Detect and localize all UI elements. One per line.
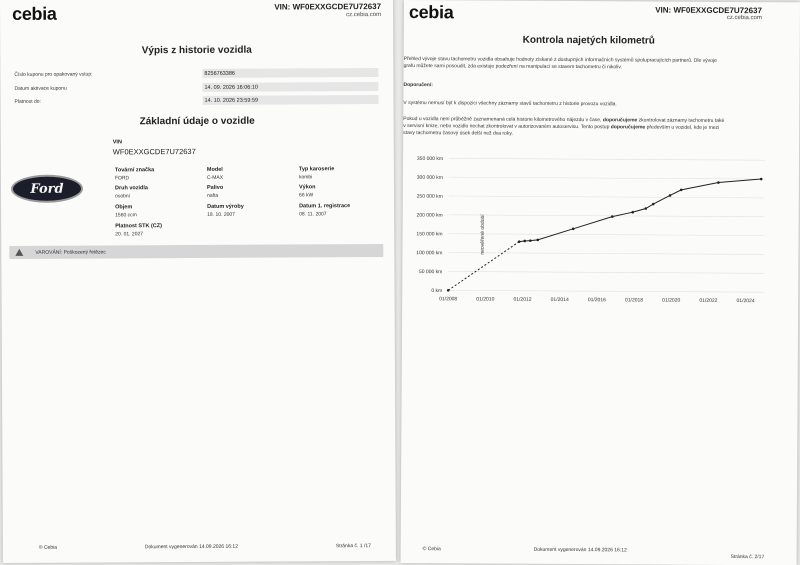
grid-line xyxy=(449,196,765,198)
first-registration-label: Datum 1. registrace xyxy=(299,203,351,210)
page-title: Výpis z historie vozidla xyxy=(141,44,252,57)
fuel-label: Palivo xyxy=(206,184,224,191)
y-tick-label: 200 000 km xyxy=(416,212,443,219)
intro-text xyxy=(404,56,764,72)
y-tick-label: 50 000 km xyxy=(418,269,443,276)
y-tick-label: 150 000 km xyxy=(416,231,443,238)
data-point xyxy=(669,194,672,197)
footer-generated: Dokument vygenerován 14.09.2026 16:12 xyxy=(144,543,239,551)
warning-banner xyxy=(9,244,383,259)
x-tick-label: 01/2014 xyxy=(550,296,569,304)
data-point xyxy=(611,215,614,218)
vin-value: WF0EXXGCDE7U72637 xyxy=(112,146,196,157)
x-tick-label: 01/2018 xyxy=(624,297,644,304)
y-tick-label: 0 km xyxy=(431,287,443,295)
data-point xyxy=(652,203,655,206)
grid-line xyxy=(448,271,764,273)
manufacture-date-value: 18. 10. 2007 xyxy=(207,211,235,218)
volume-value: 1560 ccm xyxy=(115,212,137,219)
data-point xyxy=(523,240,526,243)
intro-line-1: Přehled vývoje stavu tachometru vozidla obsahuje hodnoty získané z dostupných informačních systémů spolupracujících partnerů. Dle vývoje xyxy=(403,55,717,64)
activation-label: Datum aktivace kuponu xyxy=(14,85,67,92)
report-page-1 xyxy=(0,0,396,563)
y-tick-label: 250 000 km xyxy=(416,193,443,200)
x-tick-label: 01/2012 xyxy=(513,296,532,303)
coupon-value: 8256763386 xyxy=(204,70,235,77)
ford-logo: Ford xyxy=(11,175,83,203)
x-tick-label: 01/2022 xyxy=(699,297,718,304)
gap-annotation: neověřené období xyxy=(479,214,487,255)
grid-line xyxy=(448,290,764,292)
section-title: Základní údaje o vozidle xyxy=(139,115,255,128)
page-title: Kontrola najetých kilometrů xyxy=(522,34,655,47)
warning-icon xyxy=(15,249,23,256)
data-point xyxy=(631,211,634,214)
data-point xyxy=(644,207,647,210)
vehicle-type-label: Druh vozidla xyxy=(114,185,149,192)
odometer-line xyxy=(519,178,761,244)
x-tick-label: 01/2024 xyxy=(736,298,755,305)
data-point xyxy=(572,228,575,231)
x-tick-label: 01/2020 xyxy=(662,297,681,304)
grid-line xyxy=(449,234,765,236)
footer-generated: Dokument vygenerován 14.09.2026 16:12 xyxy=(533,546,627,554)
body-type-value: kombi xyxy=(298,174,313,181)
data-point xyxy=(447,289,450,292)
warning-text: Poškozený řetězec xyxy=(63,249,106,256)
data-point xyxy=(529,239,532,242)
coupon-label: Číslo kuponu pro opakovaný vstup: xyxy=(14,71,93,78)
stk-value: 20. 01. 2027 xyxy=(115,231,144,238)
vin-label: VIN xyxy=(112,139,122,146)
x-tick-label: 01/2010 xyxy=(476,296,495,303)
x-tick-label: 01/2016 xyxy=(587,297,606,304)
grid-line xyxy=(448,253,764,255)
first-registration-value: 08. 11. 2007 xyxy=(299,211,327,218)
odometer-chart xyxy=(402,150,783,312)
fuel-value: nafta xyxy=(207,192,219,199)
site-url: cz.cebia.com xyxy=(346,12,382,19)
data-point xyxy=(536,239,539,242)
footer-copyright: © Cebia xyxy=(422,546,441,553)
cebia-logo: cebia xyxy=(12,3,57,24)
grid-line xyxy=(449,215,765,217)
site-url: cz.cebia.com xyxy=(726,14,762,22)
y-tick-label: 100 000 km xyxy=(416,250,443,257)
vin-header: VIN: WF0EXXGCDE7U72637 xyxy=(655,5,762,16)
validity-label: Platnost do: xyxy=(14,98,41,105)
no-records-note: V systému nemusí být k dispozici všechny záznamy stavů tachometru z historie provozu vozidla. xyxy=(403,99,617,108)
model-value: C-MAX xyxy=(206,174,224,181)
intro-line-2: grafu můžete sami posoudit, zda existuje podezření na manipulaci se stavem tachometru či nikoliv. xyxy=(403,62,622,71)
advice-text: Pokud u vozidla není průběžně zaznamenaná celá historie kilometrového nájezdu v čase, doporučujeme zkontrolovat záznamy tachometru také v servisní knize, nebo vozidlo nechat zkontrolovat v autorizovaném autoservisu. Tento postup doporučujeme především u vozidel, kde je mezi stavy tachometru časový úsek delší než dva roky. xyxy=(403,115,725,137)
validity-value: 14. 10. 2026 23:59:59 xyxy=(204,97,259,104)
volume-label: Objem xyxy=(115,204,133,211)
manufacturer-value: FORD xyxy=(114,175,130,182)
report-page-2 xyxy=(401,0,800,565)
power-value: 66 kW xyxy=(299,192,314,199)
footer-copyright: © Cebia xyxy=(38,544,58,551)
manufacture-date-label: Datum výroby xyxy=(207,203,244,210)
stk-label: Platnost STK (CZ) xyxy=(115,223,162,230)
cebia-logo: cebia xyxy=(408,2,454,23)
x-tick-label: 01/2008 xyxy=(439,296,458,303)
y-tick-label: 300 000 km xyxy=(416,174,443,181)
data-point xyxy=(717,181,720,184)
manufacturer-label: Tovární značka xyxy=(114,167,155,174)
data-point xyxy=(518,240,521,243)
vin-header: VIN: WF0EXXGCDE7U72637 xyxy=(274,2,382,12)
model-label: Model xyxy=(206,166,223,173)
footer-page-number: Stránka č. 1 /17 xyxy=(335,543,371,550)
recommendation-title: Doporučení: xyxy=(403,81,433,89)
power-label: Výkon xyxy=(298,184,316,191)
data-point xyxy=(680,189,683,192)
footer-page-number: Stránka č. 2/17 xyxy=(730,554,765,561)
warning-label: VAROVÁNÍ: xyxy=(35,249,63,256)
body-type-label: Typ karoserie xyxy=(298,166,335,173)
activation-value: 14. 09. 2026 16:06:10 xyxy=(204,84,259,91)
data-point xyxy=(760,178,763,181)
y-tick-label: 350 000 km xyxy=(416,155,444,163)
vehicle-type-value: osobní xyxy=(115,193,131,200)
grid-line xyxy=(449,177,765,179)
grid-line xyxy=(449,158,765,160)
